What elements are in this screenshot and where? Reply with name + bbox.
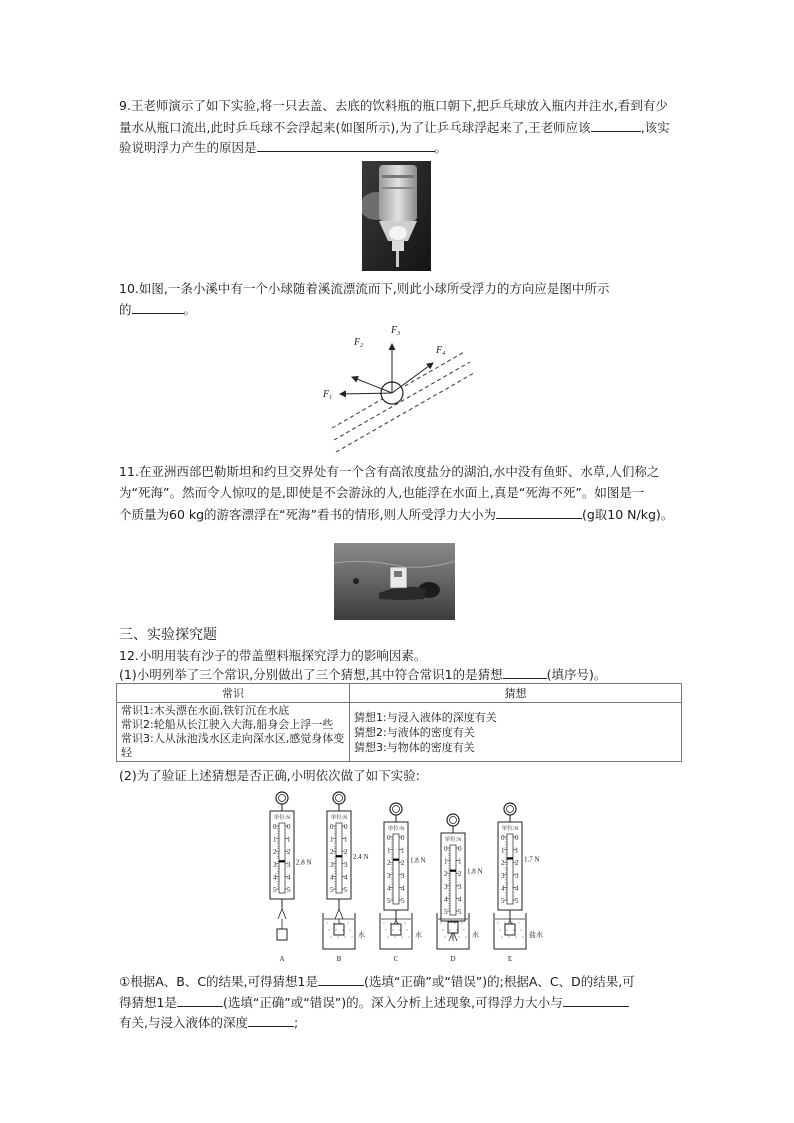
liquid-dots xyxy=(393,930,394,931)
caixiang-item: 猜想2:与液体的密度有关 xyxy=(354,725,475,739)
setup-letter: D xyxy=(450,955,456,963)
changshi-item: 常识2:轮船从长江驶入大海,船身会上浮一些 xyxy=(121,718,334,731)
scale-tick-left: 1 xyxy=(444,857,448,866)
liquid-dots xyxy=(331,937,332,938)
liquid-dots xyxy=(462,923,463,924)
liquid-dots xyxy=(514,930,515,931)
scale-tick-left: 4 xyxy=(387,884,391,893)
answer-blank[interactable] xyxy=(503,665,547,679)
liquid-dots xyxy=(338,937,339,938)
scale-tick-left: 3 xyxy=(444,882,448,891)
scale-tick-right: 1 xyxy=(344,835,348,844)
liquid-dots xyxy=(523,937,524,938)
scale-slot xyxy=(507,834,513,904)
liquid-dots xyxy=(388,937,389,938)
scale-tick-right: 2 xyxy=(287,848,291,857)
q11-line-2: 为“死海”。然而令人惊叹的是,即使是不会游泳的人,也能浮在水面上,真是“死海不死”。如图是一 xyxy=(119,485,645,500)
scale-tick-right: 2 xyxy=(515,859,519,868)
q12-text: (选填“正确”或“错误”)的。深入分析上述现象,可得浮力大小与 xyxy=(222,995,563,1010)
label-f4: $F_4$ xyxy=(436,345,446,357)
answer-blank[interactable] xyxy=(132,300,184,314)
scale-ring xyxy=(390,803,402,815)
sand-bottle xyxy=(391,924,401,935)
liquid-label: 水 xyxy=(415,931,422,939)
scale-tick-left: 2 xyxy=(330,848,334,857)
q10-text: 的 xyxy=(119,302,132,317)
q12-text: (选填“正确”或“错误”)的;根据A、C、D的结果,可 xyxy=(364,974,635,989)
scale-tick-right: 5 xyxy=(515,897,519,905)
liquid-dots xyxy=(400,930,401,931)
liquid-dots xyxy=(512,923,513,924)
scale-tick-right: 3 xyxy=(344,860,348,869)
scale-tick-right: 2 xyxy=(458,870,462,879)
q12-intro: 12.小明用装有沙子的带盖塑料瓶探究浮力的影响因素。 xyxy=(119,648,427,663)
sand-bottle xyxy=(277,929,287,940)
scale-tick-left: 0 xyxy=(501,834,505,842)
q12-text: ①根据A、B、C的结果,可得猜想1是 xyxy=(119,974,318,989)
setup-letter: C xyxy=(393,955,399,963)
scale-tick-right: 5 xyxy=(287,886,291,894)
scale-tick-right: 1 xyxy=(458,857,462,866)
liquid-dots xyxy=(329,930,330,931)
liquid-dots xyxy=(341,923,342,924)
scale-tick-left: 0 xyxy=(387,834,391,842)
scale-tick-left: 4 xyxy=(444,895,448,904)
liquid-dots xyxy=(409,937,410,938)
q10-line-1: 10.如图,一条小溪中有一个小球随着溪流漂流而下,则此小球所受浮力的方向应是图中所示 xyxy=(119,281,610,296)
force-diagram xyxy=(314,322,480,454)
scale-tick-left: 5 xyxy=(444,908,448,916)
liquid-dots xyxy=(384,923,385,924)
liquid-dots xyxy=(443,930,444,931)
scale-ring xyxy=(504,803,516,815)
q9-text: 量水从瓶口流出,此时乒乓球不会浮起来(如图所示),为了让乒乓球浮起来了,王老师应该 xyxy=(119,120,591,135)
scale-unit-label: 单位:N xyxy=(387,826,405,832)
q10-line-2 xyxy=(119,300,196,319)
scale-unit-label: 单位:N xyxy=(330,815,348,821)
caixiang-item: 猜想1:与浸入液体的深度有关 xyxy=(354,710,497,724)
table-header-caixiang: 猜想 xyxy=(350,684,682,703)
scale-tick-right: 4 xyxy=(515,884,519,893)
scale-ring-inner xyxy=(450,817,457,824)
liquid-dots xyxy=(345,937,346,938)
scale-tick-left: 1 xyxy=(273,835,277,844)
liquid-dots xyxy=(521,930,522,931)
scale-tick-left: 1 xyxy=(330,835,334,844)
answer-blank[interactable] xyxy=(563,993,629,1007)
answer-blank[interactable] xyxy=(591,118,641,132)
scale-tick-right: 4 xyxy=(401,884,405,893)
q9-line-2 xyxy=(119,118,670,137)
answer-blank[interactable] xyxy=(318,972,364,986)
q12-text: ; xyxy=(293,1015,299,1030)
q12-answer-line-3 xyxy=(119,1013,298,1032)
q9-text: ,该实 xyxy=(640,120,670,135)
liquid-dots xyxy=(334,923,335,924)
scale-tick-right: 5 xyxy=(401,897,405,905)
scale-tick-left: 5 xyxy=(501,897,505,905)
liquid-dots xyxy=(457,930,458,931)
liquid-dots xyxy=(402,937,403,938)
liquid-dots xyxy=(500,930,501,931)
scale-tick-left: 2 xyxy=(387,859,391,868)
q12-part1 xyxy=(119,665,606,684)
q12-answer-line-1 xyxy=(119,972,635,991)
common-sense-table xyxy=(116,683,682,762)
liquid-dots xyxy=(466,937,467,938)
liquid-dots xyxy=(352,937,353,938)
scale-reading: 1.7 N xyxy=(524,855,540,864)
scale-tick-right: 3 xyxy=(401,871,405,880)
liquid-dots xyxy=(507,930,508,931)
liquid-dots xyxy=(441,923,442,924)
scale-tick-left: 2 xyxy=(444,870,448,879)
liquid-dots xyxy=(348,923,349,924)
scale-tick-left: 2 xyxy=(273,848,277,857)
changshi-cell xyxy=(117,703,350,762)
label-f2: $F_2$ xyxy=(354,337,364,349)
label-f3: $F_3$ xyxy=(391,325,401,337)
liquid-dots xyxy=(405,923,406,924)
scale-tick-right: 4 xyxy=(458,895,462,904)
liquid-dots xyxy=(343,930,344,931)
dead-sea-photo xyxy=(334,543,455,620)
liquid-dots xyxy=(336,930,337,931)
scale-reading: 1.8 N xyxy=(467,867,483,876)
scale-tick-right: 1 xyxy=(401,846,405,855)
setup-letter: B xyxy=(336,955,342,963)
liquid-label: 盐水 xyxy=(529,931,543,939)
q9-line-3 xyxy=(119,138,447,157)
scale-tick-right: 0 xyxy=(458,845,462,853)
scale-hook xyxy=(335,909,343,919)
liquid-dots xyxy=(509,937,510,938)
scale-tick-left: 1 xyxy=(387,846,391,855)
answer-blank[interactable] xyxy=(248,1013,294,1027)
caixiang-item: 猜想3:与物体的密度有关 xyxy=(354,740,475,754)
scale-unit-label: 单位:N xyxy=(501,826,519,832)
q11-text: (g取10 N/kg)。 xyxy=(581,507,674,522)
liquid-dots xyxy=(327,923,328,924)
arrow-f4 xyxy=(392,363,433,393)
scale-tick-left: 1 xyxy=(501,846,505,855)
stream-lines xyxy=(332,352,474,452)
liquid-dots xyxy=(398,923,399,924)
liquid-dots xyxy=(448,923,449,924)
liquid-dots xyxy=(450,930,451,931)
scale-reading: 1.8 N xyxy=(410,856,426,865)
scale-tick-right: 4 xyxy=(344,873,348,882)
q12-part2: (2)为了验证上述猜想是否正确,小明依次做了如下实验: xyxy=(119,768,420,783)
table-header-changshi: 常识 xyxy=(117,684,350,703)
scale-tick-right: 1 xyxy=(287,835,291,844)
q9-text: 验说明浮力产生的原因是 xyxy=(119,140,257,155)
liquid-dots xyxy=(407,930,408,931)
liquid-dots xyxy=(386,930,387,931)
scale-ring xyxy=(447,814,459,826)
bottle-photo xyxy=(362,161,431,271)
spring-scale-figure xyxy=(250,787,550,965)
q12-text: (1)小明列举了三个常识,分别做出了三个猜想,其中符合常识1的是猜想 xyxy=(119,667,503,682)
scale-tick-left: 3 xyxy=(387,871,391,880)
liquid-dots xyxy=(452,937,453,938)
liquid-label: 水 xyxy=(358,931,365,939)
liquid-label: 水 xyxy=(472,931,479,939)
changshi-item: 常识3:人从泳池浅水区走向深水区,感觉身体变 xyxy=(121,732,345,745)
scale-reading: 2.8 N xyxy=(296,858,312,867)
q12-text: 有关,与浸入液体的深度 xyxy=(119,1015,248,1030)
scale-ring-inner xyxy=(507,806,514,813)
liquid-dots xyxy=(505,923,506,924)
changshi-item: 轻 xyxy=(121,746,132,759)
scale-tick-left: 4 xyxy=(330,873,334,882)
q12-text: 得猜想1是 xyxy=(119,995,177,1010)
scale-tick-left: 5 xyxy=(273,886,277,894)
scale-unit-label: 单位:N xyxy=(444,837,462,843)
scale-tick-right: 0 xyxy=(515,834,519,842)
liquid-dots xyxy=(395,937,396,938)
scale-tick-right: 0 xyxy=(401,834,405,842)
setup-letter: A xyxy=(279,955,285,963)
q11-line-3 xyxy=(119,505,673,524)
q9-line-1: 9.王老师演示了如下实验,将一只去盖、去底的饮料瓶的瓶口朝下,把乒乓球放入瓶内并注水,看到有少 xyxy=(119,98,668,113)
scale-ring-inner xyxy=(336,795,343,802)
liquid-dots xyxy=(502,937,503,938)
liquid-dots xyxy=(455,923,456,924)
scale-tick-left: 0 xyxy=(444,845,448,853)
scale-tick-right: 0 xyxy=(287,823,291,831)
liquid-dots xyxy=(459,937,460,938)
setup-letter: E xyxy=(507,955,513,963)
scale-tick-left: 4 xyxy=(501,884,505,893)
q12-answer-line-2 xyxy=(119,993,629,1012)
scale-tick-left: 0 xyxy=(273,823,277,831)
scale-ring-inner xyxy=(279,795,286,802)
scale-ring xyxy=(276,792,288,804)
scale-tick-left: 5 xyxy=(387,897,391,905)
scale-tick-left: 3 xyxy=(330,860,334,869)
section-title: 三、实验探究题 xyxy=(119,627,217,643)
q10-text: 。 xyxy=(183,302,197,317)
scale-tick-right: 3 xyxy=(515,871,519,880)
label-f1: $F_1$ xyxy=(323,389,333,401)
changshi-item: 常识1:木头漂在水面,铁钉沉在水底 xyxy=(121,704,290,717)
scale-tick-left: 2 xyxy=(501,859,505,868)
scale-tick-right: 2 xyxy=(344,848,348,857)
sand-bottle xyxy=(334,924,344,935)
scale-unit-label: 单位:N xyxy=(273,815,291,821)
q11-line-1: 11.在亚洲西部巴勒斯坦和约旦交界处有一个含有高浓度盐分的湖泊,水中没有鱼虾、水草,人们称之 xyxy=(119,464,660,479)
liquid-dots xyxy=(519,923,520,924)
q12-text: (填序号)。 xyxy=(546,667,607,682)
liquid-dots xyxy=(350,930,351,931)
scale-tick-right: 4 xyxy=(287,873,291,882)
scale-hook xyxy=(278,909,286,919)
answer-blank[interactable] xyxy=(177,993,223,1007)
scale-slot xyxy=(279,823,285,893)
scale-slot xyxy=(450,845,456,915)
sand-bottle xyxy=(448,922,458,933)
caixiang-cell xyxy=(350,703,682,762)
sand-bottle xyxy=(505,924,515,935)
liquid-dots xyxy=(516,937,517,938)
scale-ring-inner xyxy=(393,806,400,813)
scale-tick-right: 1 xyxy=(515,846,519,855)
scale-tick-left: 4 xyxy=(273,873,277,882)
scale-tick-right: 5 xyxy=(344,886,348,894)
scale-tick-right: 3 xyxy=(287,860,291,869)
scale-ring xyxy=(333,792,345,804)
scale-slot xyxy=(336,823,342,893)
q9-text: 。 xyxy=(434,140,448,155)
scale-tick-left: 5 xyxy=(330,886,334,894)
scale-tick-left: 3 xyxy=(501,871,505,880)
liquid-dots xyxy=(498,923,499,924)
answer-blank[interactable] xyxy=(257,138,435,152)
liquid-dots xyxy=(445,937,446,938)
scale-tick-right: 3 xyxy=(458,882,462,891)
scale-slot xyxy=(393,834,399,904)
scale-tick-left: 3 xyxy=(273,860,277,869)
scale-reading: 2.4 N xyxy=(353,853,369,862)
liquid-dots xyxy=(391,923,392,924)
scale-tick-left: 0 xyxy=(330,823,334,831)
liquid-dots xyxy=(464,930,465,931)
answer-blank[interactable] xyxy=(496,505,582,519)
scale-tick-right: 2 xyxy=(401,859,405,868)
scale-tick-right: 5 xyxy=(458,908,462,916)
scale-tick-right: 0 xyxy=(344,823,348,831)
q11-text: 个质量为60 kg的游客漂浮在“死海”看书的情形,则人所受浮力大小为 xyxy=(119,507,496,522)
